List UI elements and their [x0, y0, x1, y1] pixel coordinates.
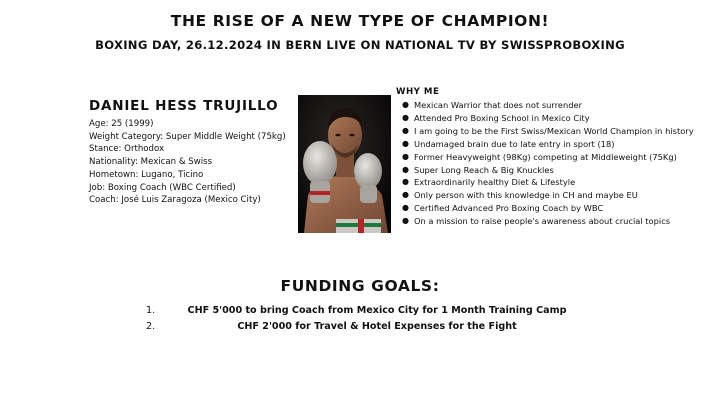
why-me-section	[396, 87, 716, 228]
fighter-profile	[89, 98, 304, 207]
fighter-job: Job: Boxing Coach (WBC Certified)	[89, 182, 236, 193]
bullet-icon: ●	[402, 203, 409, 213]
bullet-icon: ●	[402, 138, 409, 148]
funding-goal-number: 2.	[146, 321, 156, 332]
fighter-name: DANIEL HESS TRUJILLO	[89, 98, 279, 114]
fighter-hometown: Hometown: Lugano, Ticino	[89, 169, 204, 180]
why-me-list	[396, 99, 716, 228]
list-item	[396, 138, 716, 151]
bullet-icon: ●	[402, 112, 409, 122]
list-item	[396, 215, 716, 228]
bullet-icon: ●	[402, 125, 409, 135]
bullet-icon: ●	[402, 100, 409, 109]
funding-goals-title: FUNDING GOALS:	[280, 277, 440, 295]
bullet-icon: ●	[402, 216, 409, 226]
list-item	[396, 164, 716, 177]
bullet-icon: ●	[402, 177, 409, 187]
funding-goal-text: CHF 2'000 for Travel & Hotel Expenses for the Fight	[237, 321, 517, 332]
list-item	[396, 176, 716, 189]
fighter-nationality: Nationality: Mexican & Swiss	[89, 157, 213, 168]
why-me-item-text: Only person with this knowledge in CH and maybe EU	[414, 190, 638, 201]
list-item	[396, 99, 716, 112]
event-subtitle: BOXING DAY, 26.12.2024 IN BERN LIVE ON NATIONAL TV BY SWISSPROBOXING	[95, 38, 625, 52]
why-me-item-text: On a mission to raise people's awareness about crucial topics	[414, 216, 671, 227]
list-item	[396, 112, 716, 125]
why-me-item-text: Attended Pro Boxing School in Mexico City	[414, 112, 590, 123]
funding-goal-number: 1.	[146, 305, 156, 316]
why-me-item-text: Undamaged brain due to late entry in sport (18)	[414, 138, 615, 149]
list-item	[396, 125, 716, 138]
why-me-item-text: Certified Advanced Pro Boxing Coach by WBC	[414, 203, 604, 214]
boxer-portrait-icon	[298, 95, 391, 233]
page-title: THE RISE OF A NEW TYPE OF CHAMPION!	[170, 12, 550, 30]
list-item	[396, 151, 716, 164]
why-me-item-text: Mexican Warrior that does not surrender	[414, 100, 583, 110]
bullet-icon: ●	[402, 190, 409, 200]
why-me-title: WHY ME	[396, 87, 440, 97]
why-me-item-text: Former Heavyweight (98Kg) competing at Middleweight (75Kg)	[414, 151, 677, 162]
fighter-coach: Coach: José Luis Zaragoza (Mexico City)	[89, 195, 261, 206]
fighter-stance: Stance: Orthodox	[89, 144, 165, 155]
fighter-weight-category: Weight Category: Super Middle Weight (75kg)	[89, 131, 286, 142]
funding-goal-text: CHF 5'000 to bring Coach from Mexico City for 1 Month Training Camp	[187, 305, 567, 316]
list-item	[396, 202, 716, 215]
bullet-icon: ●	[402, 164, 409, 174]
bullet-icon: ●	[402, 151, 409, 161]
boxer-photo	[298, 95, 391, 233]
why-me-item-text: I am going to be the First Swiss/Mexican World Champion in history	[414, 125, 694, 136]
why-me-item-text: Extraordinarily healthy Diet & Lifestyle	[414, 177, 576, 188]
fighter-age: Age: 25 (1999)	[89, 119, 154, 129]
list-item	[396, 189, 716, 202]
why-me-item-text: Super Long Reach & Big Knuckles	[414, 164, 554, 175]
